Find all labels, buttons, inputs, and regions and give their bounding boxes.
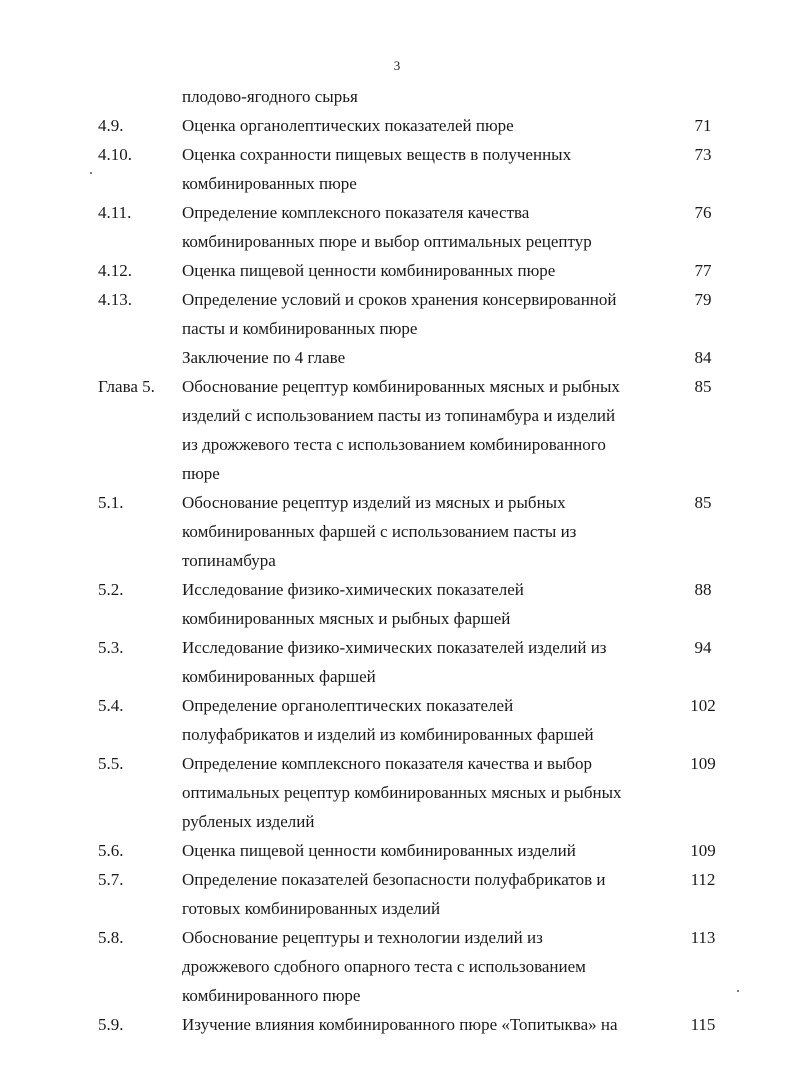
toc-entry-page: 76 [694, 203, 712, 222]
toc-title-line: Оценка органолептических показателей пюре [182, 116, 514, 135]
toc-entry [0, 285, 794, 343]
toc-entry-title [182, 111, 674, 140]
toc-title-line: полуфабрикатов и изделий из комбинированных фаршей [182, 725, 594, 744]
toc-entry [0, 923, 794, 1010]
toc-entry [0, 1010, 794, 1039]
toc-entry-title [182, 140, 674, 198]
toc-entry [0, 372, 794, 488]
toc-title-line: Оценка пищевой ценности комбинированных изделий [182, 841, 576, 860]
toc-entry-title [182, 343, 674, 372]
scan-speck [737, 990, 739, 992]
toc-title-line: Исследование физико-химических показателей [182, 580, 524, 599]
toc-title-line: плодово-ягодного сырья [182, 87, 358, 106]
toc-entry [0, 198, 794, 256]
toc-entry-page: 109 [690, 754, 716, 773]
toc-entry [0, 111, 794, 140]
scan-speck [90, 172, 92, 174]
toc-entry-page: 112 [690, 870, 716, 889]
toc-title-line: Оценка сохранности пищевых веществ в полученных [182, 145, 572, 164]
toc-title-line: пасты и комбинированных пюре [182, 319, 418, 338]
toc-entry-title [182, 836, 674, 865]
toc-entry [0, 140, 794, 198]
toc-title-line: из дрожжевого теста с использованием комбинированного [182, 435, 606, 454]
toc-title-line: комбинированных фаршей [182, 667, 376, 686]
toc-title-line: Определение условий и сроков хранения консервированной [182, 290, 617, 309]
toc-entry-page: 94 [694, 638, 712, 657]
toc-entry-title [182, 1010, 674, 1039]
toc-entry-title [182, 865, 674, 923]
toc-entry-title [182, 691, 674, 749]
toc-entry-title [182, 285, 674, 343]
toc-entry-title [182, 198, 674, 256]
toc-title-line: Обоснование рецептур изделий из мясных и рыбных [182, 493, 566, 512]
toc-entry [0, 488, 794, 575]
toc-title-line: Изучение влияния комбинированного пюре «Топитыква» на [182, 1015, 618, 1034]
toc-title-line: Заключение по 4 главе [182, 348, 346, 367]
toc-entry-number: 5.8. [98, 928, 124, 947]
toc-entry [0, 633, 794, 691]
toc-entry-title [182, 923, 674, 1010]
toc-entry-title [182, 488, 674, 575]
toc-entry-page: 73 [694, 145, 712, 164]
toc-entry-number: 4.12. [98, 261, 132, 280]
toc-entry-page: 113 [690, 928, 716, 947]
toc-entry-number: 5.9. [98, 1015, 124, 1034]
toc-title-line: Определение органолептических показателей [182, 696, 514, 715]
toc-entry-page: 77 [694, 261, 712, 280]
toc-entry-title [182, 633, 674, 691]
toc-entry-page: 71 [694, 116, 712, 135]
toc-title-line: Обоснование рецептур комбинированных мясных и рыбных [182, 377, 620, 396]
toc-entry-number: 4.10. [98, 145, 132, 164]
toc-title-line: дрожжевого сдобного опарного теста с использованием [182, 957, 586, 976]
toc-title-line: Исследование физико-химических показателей изделий из [182, 638, 607, 657]
toc-entry-number: 4.11. [98, 203, 132, 222]
toc-entry-page: 84 [694, 348, 712, 367]
toc-entry-title [182, 256, 674, 285]
toc-title-line: Определение комплексного показателя качества [182, 203, 530, 222]
toc-title-line: пюре [182, 464, 220, 483]
toc-entry-page: 88 [694, 580, 712, 599]
toc-entry-title [182, 372, 674, 488]
toc-entry-number: 5.1. [98, 493, 124, 512]
toc-title-line: комбинированных пюре [182, 174, 357, 193]
toc-title-line: Оценка пищевой ценности комбинированных пюре [182, 261, 556, 280]
toc-entry-number: 5.2. [98, 580, 124, 599]
toc-entry-title [182, 82, 674, 111]
toc-entry-page: 102 [690, 696, 716, 715]
toc-title-line: готовых комбинированных изделий [182, 899, 441, 918]
toc-entry-page: 109 [690, 841, 716, 860]
toc-title-line: Определение комплексного показателя качества и выбор [182, 754, 593, 773]
toc-title-line: Определение показателей безопасности полуфабрикатов и [182, 870, 606, 889]
toc-entry [0, 256, 794, 285]
toc-entry-page: 79 [694, 290, 712, 309]
toc-title-line: изделий с использованием пасты из топинамбура и изделий [182, 406, 616, 425]
toc-title-line: комбинированных мясных и рыбных фаршей [182, 609, 511, 628]
toc-entry-number: 5.3. [98, 638, 124, 657]
toc-entry-page: 85 [694, 493, 712, 512]
page-number: 3 [393, 58, 401, 73]
toc-entry [0, 343, 794, 372]
toc-entry [0, 865, 794, 923]
toc-entry-title [182, 749, 674, 836]
toc-entry-number: 5.5. [98, 754, 124, 773]
toc-title-line: топинамбура [182, 551, 276, 570]
toc-title-line: оптимальных рецептур комбинированных мясных и рыбных [182, 783, 622, 802]
toc-title-line: рубленых изделий [182, 812, 315, 831]
toc-entry-number: 5.7. [98, 870, 124, 889]
toc-entry-page: 85 [694, 377, 712, 396]
toc-entry-page: 115 [690, 1015, 716, 1034]
toc-entry [0, 575, 794, 633]
toc-title-line: Обоснование рецептуры и технологии изделий из [182, 928, 543, 947]
toc-entry-number: Глава 5. [98, 377, 155, 396]
toc-entry-number: 5.6. [98, 841, 124, 860]
toc-entry [0, 836, 794, 865]
toc-entry-number: 5.4. [98, 696, 124, 715]
table-of-contents [0, 82, 794, 1039]
toc-title-line: комбинированных фаршей с использованием пасты из [182, 522, 577, 541]
toc-entry-title [182, 575, 674, 633]
toc-list [0, 111, 794, 1039]
toc-continuation [0, 82, 794, 111]
toc-title-line: комбинированных пюре и выбор оптимальных рецептур [182, 232, 592, 251]
toc-entry-number: 4.13. [98, 290, 132, 309]
toc-title-line: комбинированного пюре [182, 986, 361, 1005]
toc-entry-number: 4.9. [98, 116, 124, 135]
toc-entry [0, 749, 794, 836]
toc-entry [0, 691, 794, 749]
